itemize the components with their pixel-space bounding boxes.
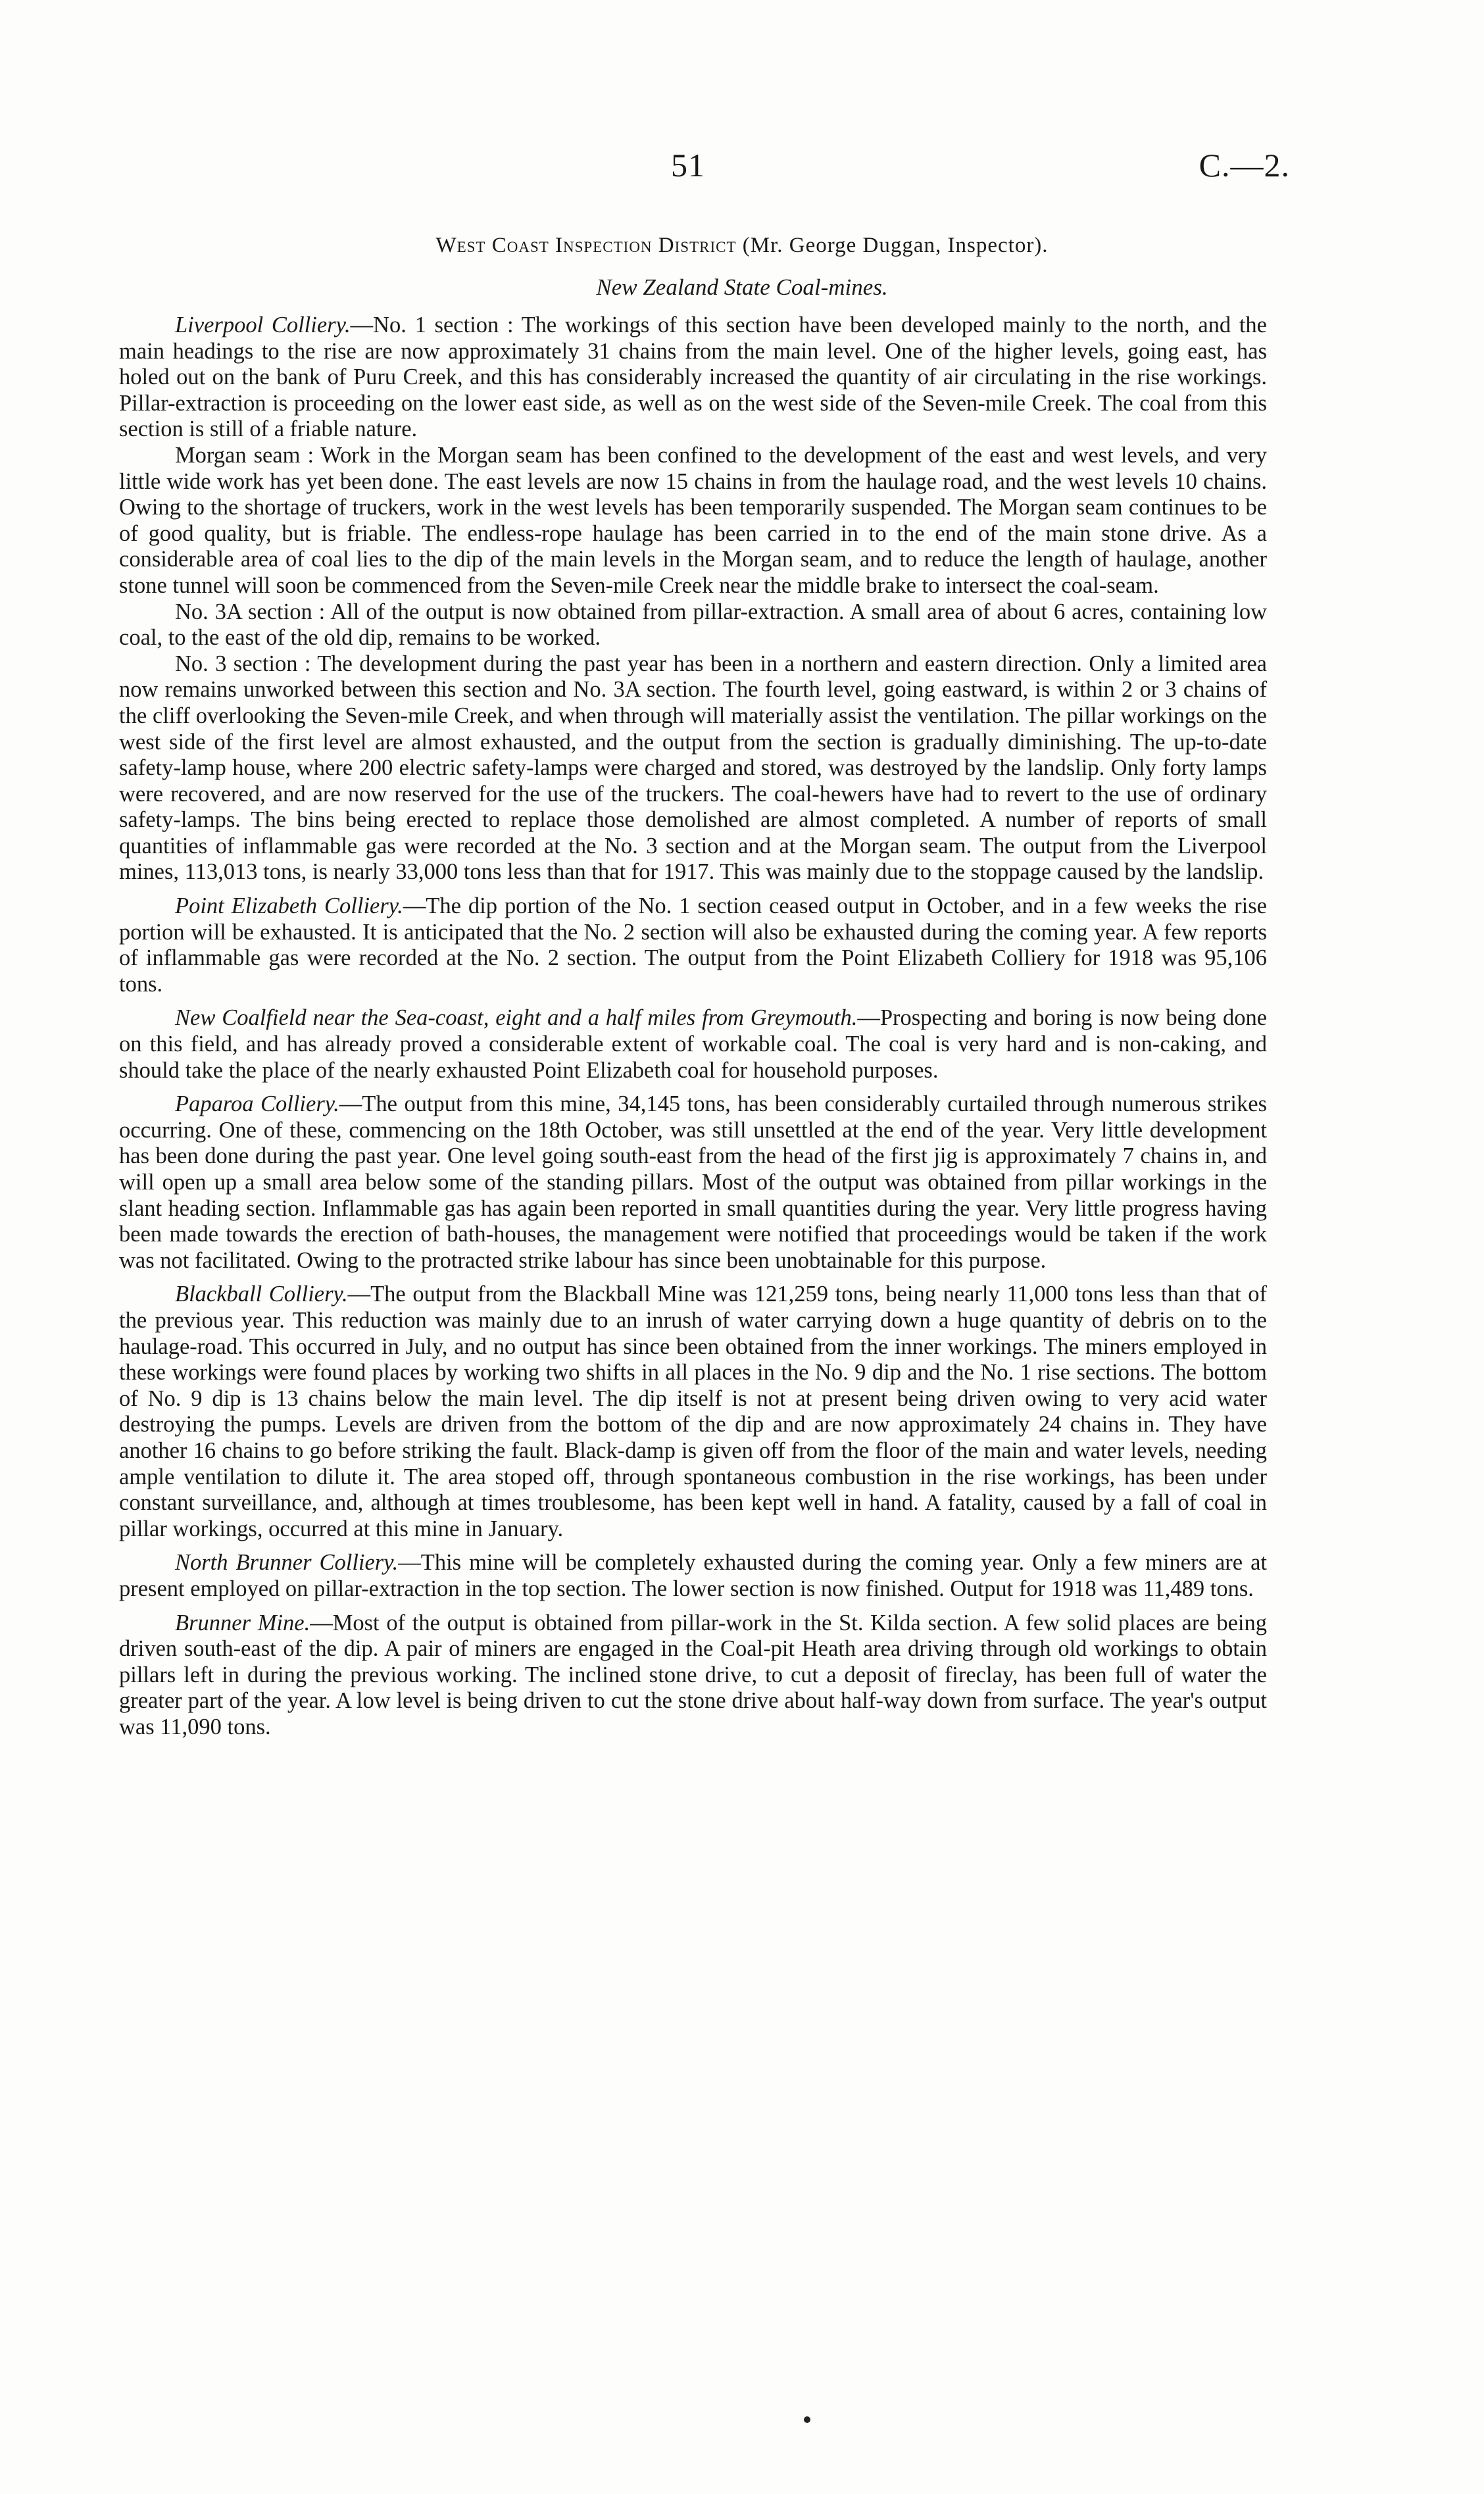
paragraph-text: —Prospecting and boring is now being done on this field, and has already proved a considerable extent of workable coal. The coal is very hard and is non-caking, and should take the place of the nearly exhausted Point Elizabeth coal for household purposes. [119,1005,1268,1083]
paragraph-title: New Coalfield near the Sea-coast, eight and a half miles from Greymouth. [175,1005,858,1031]
section-heading [0,234,1484,258]
paragraph-new-coalfield [119,1005,1267,1084]
paragraph-text: No. 3 section : The development during the past year has been in a northern and eastern direction. Only a limited area now remains unworked between this section and No. 3A section. The fourth level, going eastward, is within 2 or 3 chains of the cliff overlooking the Seven-mile Creek, and when through will materially assist the ventilation. The pillar workings on the west side of the first level are almost exhausted, and the output from the section is gradually diminishing. The up-to-date safety-lamp house, where 200 electric safety-lamps were charged and stored, was destroyed by the landslip. Only forty lamps were recovered, and are now reserved for the use of the truckers. The coal-hewers have had to revert to the use of ordinary safety-lamps. The bins being erected to replace those demolished are almost completed. A number of reports of small quantities of inflammable gas were recorded at the No. 3 section and at the Morgan seam. The output from the Liverpool mines, 113,013 tons, is nearly 33,000 tons less than that for 1917. This was mainly due to the stoppage caused by the landslip. [119,651,1267,885]
document-code: C.—2. [1199,147,1290,184]
paragraph-title: Point Elizabeth Colliery. [175,893,403,919]
paragraph-text: Morgan seam : Work in the Morgan seam has been confined to the development of the east and west levels, and very little wide work has yet been done. The east levels are now 15 chains in from the haulage road, and the west levels 10 chains. Owing to the shortage of truckers, work in the west levels has been temporarily suspended. The Morgan seam continues to be of good quality, but is friable. The endless-rope haulage has been carried in to the end of the main stone drive. As a considerable area of coal lies to the dip of the main levels in the Morgan seam, and to reduce the length of haulage, another stone tunnel will soon be commenced from the Seven-mile Creek near the middle brake to intersect the coal-seam. [119,442,1267,598]
paragraph-text: No. 3A section : All of the output is now obtained from pillar-extraction. A small area of about 6 acres, containing low coal, to the east of the old dip, remains to be worked. [119,599,1267,651]
paragraph-point-elizabeth [119,893,1267,997]
paragraph-text: —The output from this mine, 34,145 tons, has been considerably curtailed through numerous strikes occurring. One of these, commencing on the 18th October, was still unsettled at the end of the year. Very little development has been done during the past year. One level going south-east from the head of the first jig is approximately 7 chains in, and will open up a small area below some of the standing pillars. Most of the output was obtained from pillar workings in the slant heading section. Inflammable gas has again been reported in small quantities during the year. Very little progress having been made towards the erection of bath-houses, the management were notified that proceedings would be taken if the work was not facilitated. Owing to the protracted strike labour has since been unobtainable for this purpose. [119,1091,1267,1273]
paragraph-blackball [119,1282,1267,1542]
paragraph-liverpool [119,312,1267,443]
district-title: West Coast Inspection District [435,234,737,257]
paragraph-paparoa [119,1091,1267,1274]
paragraph-title: Liverpool Colliery. [175,312,351,337]
subheading: New Zealand State Coal-mines. [596,274,888,300]
page-header [0,146,1484,192]
paragraph-north-brunner [119,1550,1267,1602]
paragraph-title: Brunner Mine. [175,1610,310,1635]
paragraph-no3a-section [119,599,1267,651]
paragraph-no3-section [119,651,1267,885]
paragraph-title: Paparoa Colliery. [175,1091,339,1117]
page-number: 51 [671,147,705,184]
inspector-name: (Mr. George Duggan, Inspector). [742,234,1049,257]
paragraph-title: North Brunner Colliery. [175,1550,399,1576]
paragraph-text: —No. 1 section : The workings of this section have been developed mainly to the north, and the main headings to the rise are now approximately 31 chains from the main level. One of the higher levels, going east, has holed out on the bank of Puru Creek, and this has considerably increased the quantity of air circulating in the rise workings. Pillar-extraction is proceeding on the lower east side, as well as on the west side of the Seven-mile Creek. The coal from this section is still of a friable nature. [119,312,1267,442]
paragraph-text: —The output from the Blackball Mine was 121,259 tons, being nearly 11,000 tons less than that of the previous year. This reduction was mainly due to an inrush of water carrying down a huge quantity of debris on to the haulage-road. This occurred in July, and no output has since been obtained from the inner workings. The miners employed in these workings were found places by working two shifts in all places in the No. 9 dip and the No. 1 rise sections. The bottom of No. 9 dip is 13 chains below the main level. The dip itself is not at present being driven owing to very acid water destroying the pumps. Levels are driven from the bottom of the dip and are now approximately 24 chains in. They have another 16 chains to go before striking the fault. Black-damp is given off from the floor of the main and water levels, needing ample ventilation to dilute it. The area stoped off, through spontaneous combustion in the rise workings, has been under constant surveillance, and, although at times troublesome, has been kept well in hand. A fatality, caused by a fall of coal in pillar workings, occurred at this mine in January. [119,1282,1267,1541]
paragraph-text: —This mine will be completely exhausted during the coming year. Only a few miners are at present employed on pillar-extraction in the top section. The lower section is now finished. Output for 1918 was 11,489 tons. [119,1550,1267,1601]
body-text [119,312,1267,1740]
paragraph-text: —The dip portion of the No. 1 section ceased output in October, and in a few weeks the rise portion will be exhausted. It is anticipated that the No. 2 section will also be exhausted during the coming year. A few reports of inflammable gas were recorded at the No. 2 section. The output from the Point Elizabeth Colliery for 1918 was 95,106 tons. [119,893,1267,997]
paragraph-title: Blackball Colliery. [175,1282,348,1307]
paragraph-morgan-seam [119,443,1267,599]
paragraph-brunner-mine [119,1610,1267,1741]
ink-dot [804,2416,810,2423]
paragraph-text: —Most of the output is obtained from pillar-work in the St. Kilda section. A few solid places are being driven south-east of the dip. A pair of miners are engaged in the Coal-pit Heath area driving through old workings to obtain pillars left in during the previous working. The inclined stone drive, to cut a deposit of fireclay, has been full of water the greater part of the year. A low level is being driven to cut the stone drive about half-way down from surface. The year's output was 11,090 tons. [119,1610,1267,1739]
